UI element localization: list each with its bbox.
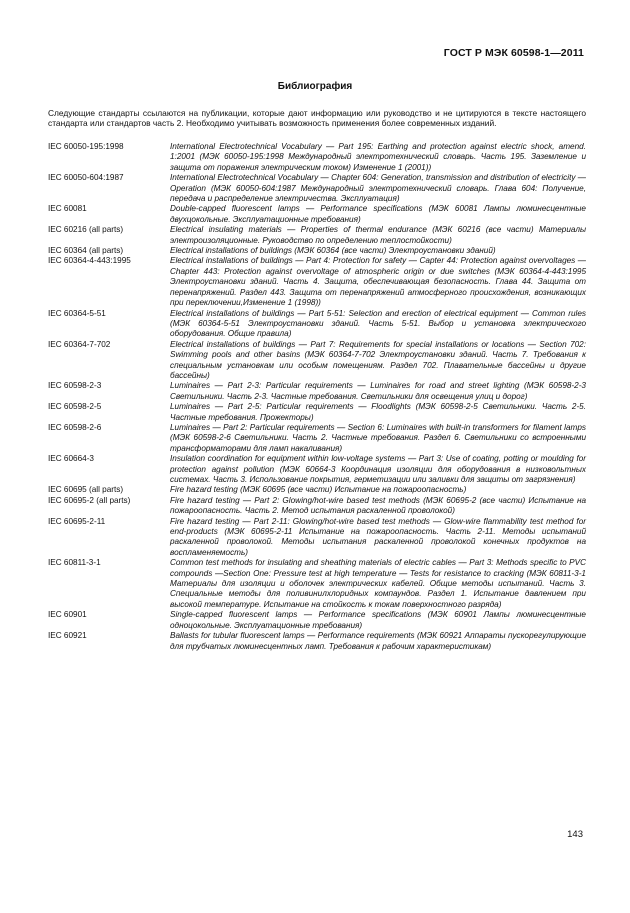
bibliography-entry <box>48 454 586 485</box>
entry-description: Ballasts for tubular fluorescent lamps — Performance requirements (МЭК 60921 Аппараты пускорегулирующие для трубчатых люминесцентных ламп. Требования к рабочим характеристикам) <box>170 631 586 651</box>
bibliography-entry <box>48 381 586 402</box>
bibliography-entry <box>48 610 586 631</box>
entry-code: IEC 60901 <box>48 610 87 620</box>
entry-description: Electrical installations of buildings — Part 5-51: Selection and erection of electrical equipment — Common rules (МЭК 60364-5-51 Электроустановки зданий. Часть 5-51. Выбор и установка электрического оборудования. Общие правила) <box>170 308 586 339</box>
entry-code: IEC 60598-2-5 <box>48 402 102 412</box>
page-title: Библиография <box>277 81 353 92</box>
entry-description: Fire hazard testing (МЭК 60695 (все части) Испытание на пожароопасность) <box>170 485 467 495</box>
bibliography-entry <box>48 173 586 204</box>
entry-description: Fire hazard testing — Part 2-11: Glowing/hot-wire based test methods — Glow-wire flammability test method for end-products (МЭК 60695-2-11 Испытание на пожароопасность. Часть 2-11. Методы испытаний раскаленной проволокой. Методы испытания раскаленной проволокой конечных продуктов на воспламеняемость) <box>170 516 586 557</box>
bibliography-entry <box>48 631 586 652</box>
bibliography-entry <box>48 225 586 246</box>
entry-description: Insulation coordination for equipment within low-voltage systems — Part 3: Use of coating, potting or moulding for protection against pollution (МЭК 60664-3 Координация изоляции для оборудования в низковольтных системах. Часть 3. Использование покрытия, герметизации или заливки для защиты от загрязнения) <box>170 454 586 484</box>
entry-description: Electrical installations of buildings (МЭК 60364 (все части) Электроустановки зданий) <box>170 246 496 256</box>
entry-code: IEC 60598-2-3 <box>48 381 102 391</box>
bibliography-entry <box>48 517 586 559</box>
entry-code: IEC 60364-7-702 <box>48 339 111 349</box>
entry-description: Fire hazard testing — Part 2: Glowing/hot-wire based test methods (МЭК 60695-2 (все части) Испытание на пожароопасность. Часть 2. Метод испытания раскаленной проволокой) <box>170 495 586 516</box>
bibliography-entry <box>48 496 586 517</box>
entry-description: Single-capped fluorescent lamps — Performance specifications (МЭК 60901 Лампы люминесцентные одноцокольные. Эксплуатационные требования) <box>170 610 586 630</box>
bibliography-entry <box>48 246 586 256</box>
entry-description: Luminaires — Part 2-3: Particular requirements — Luminaires for road and street lighting (МЭК 60598-2-3 Светильники. Часть 2-3. Частные требования. Светильники для освещения улиц и дорог) <box>170 381 586 401</box>
entry-description: Electrical installations of buildings — Part 4: Protection for safety — Capter 44: Protection against overvoltages — Chapter 443: Protection against overvoltage of atmospheric origin or due switches (МЭК 60364-4-443:1995 Электроустановки зданий. Часть 4. Защита, обеспечивающая безопасность. Глава 44. Защита от перенапряжений. Раздел 443. Защита от перенапряжений атмосферного происхождения, возникающих при переключении,Изменение 1 (1998)) <box>170 256 586 308</box>
entry-code: IEC 60695-2-11 <box>48 516 106 526</box>
entry-code: IEC 60695 (all parts) <box>48 485 124 495</box>
intro-paragraph: Следующие стандарты ссылаются на публикации, которые дают информацию или руководство и не цитируются в тексте настоящего стандарта или стандартов часть 2. Необходимо учитывать возможность применения более современных изданий. <box>48 108 586 129</box>
entry-description: Common test methods for insulating and sheathing materials of electric cables — Part 3: Methods specific to PVC compounds —Section One: Pressure test at high temperature — Tests for resistance to cracking (МЭК 60811-3-1 Материалы для изоляции и оболочек электрических кабелей. Общие методы испытаний. Часть 3. Специальные методы для поливинилхлоридных компаундов. Раздел 1. Испытание давлением при высокой температуре. Испытание на стойкость к токам поверхностного разряда) <box>170 558 586 609</box>
entry-description: Luminaires — Part 2: Particular requirements — Section 6: Luminaires with built-in transformers for filament lamps (МЭК 60598-2-6 Светильники. Часть 2. Частные требования. Раздел 6. Светильники со встроенными трансформаторами для ламп накаливания) <box>170 422 586 453</box>
entry-description: Electrical installations of buildings — Part 7: Requirements for special installations or locations — Section 702: Swimming pools and other basins (МЭК 60364-7-702 Электроустановки зданий. Часть 7. Требования к специальным установкам или особым помещениям. Раздел 702. Плавательные бассейны и другие бассейны) <box>170 339 586 380</box>
bibliography-entry <box>48 402 586 423</box>
bibliography-entry <box>48 204 586 225</box>
entry-code: IEC 60921 <box>48 631 87 641</box>
entry-code: IEC 60811-3-1 <box>48 558 101 568</box>
bibliography-entry <box>48 423 586 454</box>
bibliography-entry <box>48 309 586 340</box>
entry-code: IEC 60081 <box>48 204 87 214</box>
entry-code: IEC 60364-4-443:1995 <box>48 256 131 266</box>
standard-header: ГОСТ Р МЭК 60598-1—2011 <box>443 47 584 59</box>
bibliography-entry <box>48 142 586 173</box>
entry-code: IEC 60050-604:1987 <box>48 173 124 183</box>
entry-code: IEC 60695-2 (all parts) <box>48 495 131 505</box>
entry-code: IEC 60364-5-51 <box>48 308 106 318</box>
entry-description: International Electrotechnical Vocabulary — Chapter 604: Generation, transmission and distribution of electricity — Operation (МЭК 60050-604:1987 Международный электротехнический словарь. Глава 604: Получение, передача и распределение электричества. Эксплуатация) <box>170 173 586 204</box>
entry-description: Electrical insulating materials — Properties of thermal endurance (МЭК 60216 (все части) Материалы электроизоляционные. Руководство по определению теплостойкости) <box>170 225 586 245</box>
entry-code: IEC 60050-195:1998 <box>48 142 124 151</box>
entry-code: IEC 60664-3 <box>48 454 94 464</box>
bibliography-entry <box>48 485 586 495</box>
bibliography-entry <box>48 340 586 382</box>
page-number: 143 <box>567 829 583 840</box>
bibliography-entry <box>48 558 586 610</box>
entry-code: IEC 60216 (all parts) <box>48 225 124 235</box>
entry-description: Luminaires — Part 2-5: Particular requirements — Floodlights (МЭК 60598-2-5 Светильники. Часть 2-5. Частные требования. Прожекторы) <box>170 402 586 422</box>
entry-description: Double-capped fluorescent lamps — Performance specifications (МЭК 60081 Лампы люминесцентные двухцокольные. Эксплуатационные требования) <box>170 204 586 224</box>
entry-code: IEC 60364 (all parts) <box>48 246 124 256</box>
bibliography-list <box>48 142 586 652</box>
entry-description: International Electrotechnical Vocabulary — Part 195: Earthing and protection against electric shock, amend. 1:2001 (МЭК 60050-195:1998 Международный электротехнический словарь. Часть 195. Заземление и защита от поражения электрическим током) Изменение 1 (2001)) <box>170 142 586 172</box>
bibliography-entry <box>48 256 586 308</box>
entry-code: IEC 60598-2-6 <box>48 422 102 432</box>
